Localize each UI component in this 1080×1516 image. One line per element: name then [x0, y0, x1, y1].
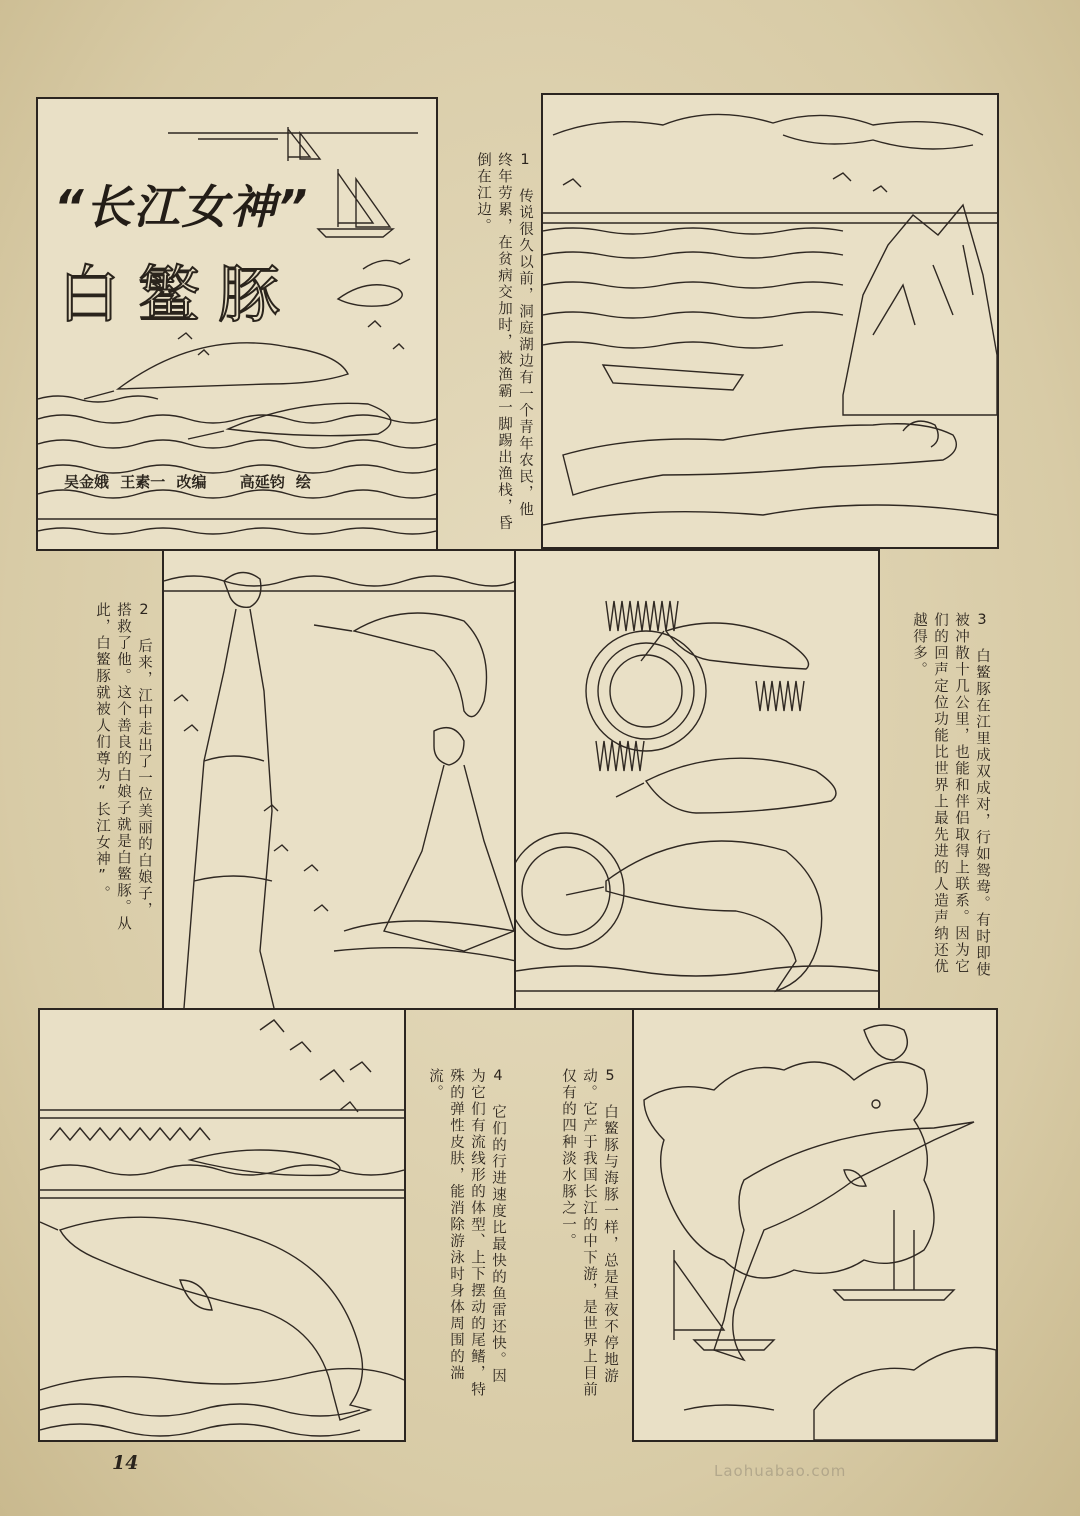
- panel-3-illustration: [516, 551, 878, 1008]
- panel-1: [541, 93, 999, 549]
- panel-5-illustration: [634, 1010, 996, 1440]
- caption-2: 2 后来，江中走出了一位美丽的白娘子，搭救了他。这个善良的白娘子就是白鳘豚。从此，白鳘豚就被人们尊为“长江女神”。: [94, 602, 152, 932]
- panel-2-illustration: [164, 551, 516, 1008]
- panel-3: [514, 549, 880, 1010]
- credits-adapters: 吴金娥 王素一 改编: [64, 473, 207, 491]
- page-number: 14: [112, 1452, 139, 1474]
- credits-artist: 高延钧 绘: [239, 473, 311, 491]
- caption-1: 1 传说很久以前，洞庭湖边有一个青年农民，他终年劳累，在贫病交加时，被渔霸一脚踢出渔栈，昏倒在江边。: [475, 152, 533, 532]
- title-panel: [36, 97, 438, 551]
- panel-1-illustration: [543, 95, 997, 547]
- panel-5: [632, 1008, 998, 1442]
- panel-4-illustration: [40, 1010, 404, 1440]
- panel-4: [38, 1008, 406, 1442]
- page-title: “长江女神”: [54, 180, 310, 234]
- watermark: Laohuabao.com: [714, 1462, 847, 1480]
- panel-2: [162, 549, 518, 1010]
- caption-3: 3 白鳘豚在江里成双成对，行如鸳鸯。有时即使被冲散十几公里，也能和伴侣取得上联系。因为它们的回声定位功能比世界上最先进的人造声纳还优越得多。: [911, 612, 990, 978]
- caption-4: 4 它们的行进速度比最快的鱼雷还快。因为它们有流线形的体型、上下摆动的尾鳍，特殊的弹性皮肤，能消除游泳时身体周围的湍流。: [427, 1068, 506, 1398]
- page-subtitle: 白鳘豚: [58, 258, 299, 331]
- credits: [64, 471, 333, 492]
- caption-5: 5 白鳘豚与海豚一样，总是昼夜不停地游动。它产于我国长江的中下游，是世界上目前仅有的四种淡水豚之一。: [560, 1068, 618, 1398]
